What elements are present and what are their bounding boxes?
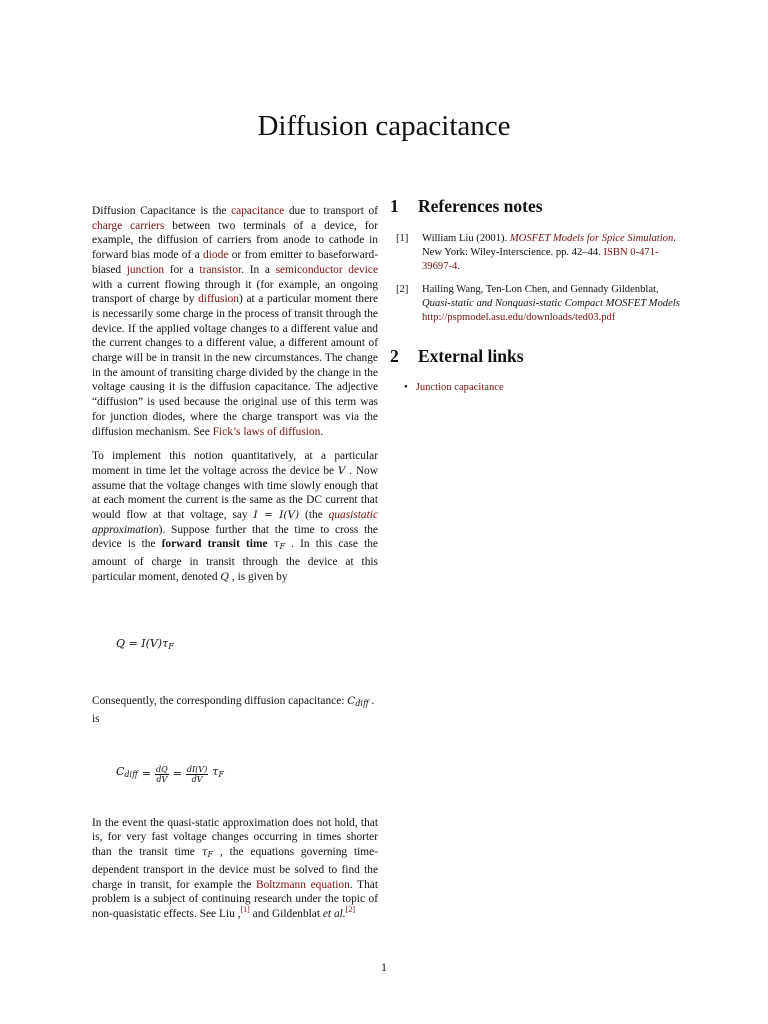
intro-paragraph	[92, 204, 378, 439]
fraction-di-dv	[186, 765, 208, 784]
link-mosfet-models-book[interactable]: MOSFET Models for Spice Simulation	[509, 232, 674, 244]
link-pspmodel-pdf[interactable]: http://pspmodel.asu.edu/downloads/ted03.pdf	[422, 311, 616, 323]
text: Consequently, the corresponding diffusion capacitance:	[92, 695, 348, 708]
link-junction[interactable]: junction	[126, 263, 165, 276]
text: . Now assume that the voltage changes with time slowly enough that at each moment the current is the same as the DC current that would flow at that voltage, say	[92, 464, 378, 522]
reference-item	[390, 283, 680, 325]
text: (the	[299, 509, 329, 522]
text: Quasi-static and Nonquasi-static Compact MOSFET Models	[422, 297, 680, 309]
equation-diffusion-capacitance	[116, 765, 378, 784]
math-subscript: F	[279, 542, 286, 552]
citation-2[interactable]: [2]	[345, 905, 355, 915]
text: .	[320, 425, 324, 438]
numerator: dQ	[156, 764, 168, 774]
text: et al.	[322, 907, 346, 920]
reference-text	[422, 283, 680, 325]
quantitative-paragraph	[92, 449, 378, 584]
math-subscript: F	[218, 770, 224, 780]
text: ) at a particular moment there is necessarily some charge in the process of transit through the device. If the applied voltage changes to a different value and the current changes to a different value, a different amount of charge will be in transit in the new circumstances. The change in the amount of transiting charge divided by the change in the voltage causing it is the diffusion capacitance. The adjective “diffusion” is used because the original use of this term was for junction diodes, where the charge transport was via the diffusion mechanism. See	[92, 293, 379, 438]
text: William Liu (2001).	[422, 232, 510, 244]
fraction-dq-dv	[155, 765, 169, 784]
text: To implement this notion quantitatively, at a particular moment in time let the voltage across the device be	[92, 450, 378, 477]
page-number: 1	[381, 960, 387, 974]
text: with a current flowing through it (for example, an ongoing transport of charge by	[92, 278, 378, 306]
text: . In a	[241, 263, 276, 276]
section-number: 1	[390, 196, 399, 216]
non-quasistatic-paragraph	[92, 816, 378, 922]
link-charge-carriers[interactable]: charge carriers	[92, 219, 165, 232]
page-title: Diffusion capacitance	[257, 110, 511, 142]
text: or from emitter to baseforward-biased	[92, 249, 378, 276]
math-symbol: τ	[212, 765, 219, 779]
math-tau	[212, 765, 224, 783]
link-diode[interactable]: diode	[203, 249, 229, 262]
text: and Gildenblat	[249, 907, 323, 920]
math-symbol: τ	[201, 846, 208, 859]
math-q: Q	[220, 570, 230, 583]
link-ficks-laws[interactable]: Fick’s laws of diffusion	[212, 425, 321, 438]
references-list	[390, 232, 680, 325]
link-junction-capacitance[interactable]: Junction capacitance	[415, 382, 504, 394]
left-column	[92, 204, 378, 932]
link-diffusion[interactable]: diffusion	[198, 293, 240, 306]
math-subscript: F	[168, 641, 174, 651]
math-tau	[202, 846, 213, 858]
link-isbn[interactable]: ISBN 0-471-39697-4	[422, 246, 659, 272]
math-current: I = I(V)	[253, 509, 300, 522]
right-column	[390, 196, 680, 396]
text: due to transport of	[284, 205, 378, 217]
text: approximation	[92, 523, 159, 536]
reference-number: [2]	[396, 283, 409, 295]
denominator: dV	[156, 774, 168, 784]
citation-1[interactable]: [1]	[240, 905, 250, 915]
bullet-icon: •	[404, 382, 408, 394]
text: . That problem is a subject of continuing research under the topic of non-quasistatic effects. See Liu ,	[92, 878, 378, 920]
text: . is	[92, 695, 375, 725]
math-symbol: C	[347, 695, 356, 708]
link-boltzmann-equation[interactable]: Boltzmann equation	[255, 878, 350, 891]
text: between two terminals of a device, for example, the diffusion of carriers from anode to cathode in forward bias mode of a	[92, 219, 378, 262]
section-number: 2	[390, 345, 399, 366]
text: ). Suppose further that the time to cross the device is the	[92, 523, 378, 551]
text: . New York: Wiley-Interscience. pp. 42–44.	[422, 232, 676, 258]
text: , is given by	[229, 570, 288, 583]
math-v: V	[337, 464, 346, 477]
text: Hailing Wang, Ten-Lon Chen, and Gennady Gildenblat,	[422, 283, 659, 295]
math-subscript: diff	[124, 770, 138, 780]
math-subscript: diff	[355, 699, 369, 709]
equation-charge	[116, 637, 378, 655]
text: , the equations governing time-dependent transport in the device must be solved to find the charge in transit, for example the	[92, 846, 378, 891]
text: Diffusion Capacitance is the	[92, 205, 232, 217]
denominator: dV	[191, 774, 203, 784]
section-title: References notes	[418, 196, 543, 216]
link-semiconductor-device[interactable]: semiconductor device	[275, 263, 379, 276]
math-tau	[274, 538, 285, 550]
section-heading-external-links	[390, 345, 680, 366]
math-c-diff	[347, 695, 368, 707]
equals-sign: =	[172, 766, 182, 780]
math-c	[116, 765, 138, 783]
section-title: External links	[418, 345, 524, 366]
reference-number: [1]	[396, 232, 409, 244]
math-subscript: F	[207, 850, 214, 860]
reference-text	[422, 232, 680, 274]
text: In the event the quasi-static approximation does not hold, that is, for very fast voltage changes occurring in times shorter than the transit time	[92, 816, 378, 859]
section-heading-references	[390, 196, 680, 216]
numerator: dI(V)	[186, 764, 208, 774]
term-forward-transit-time: forward transit time	[161, 538, 268, 551]
math-symbol: C	[116, 765, 125, 779]
list-item	[390, 381, 680, 396]
equals-sign: =	[141, 766, 151, 780]
reference-item	[390, 232, 680, 274]
equation-body: Q = I(V)τ	[116, 636, 169, 650]
link-transistor[interactable]: transistor	[199, 263, 242, 276]
external-links-list	[390, 381, 680, 396]
link-quasistatic[interactable]: quasistatic	[328, 509, 379, 522]
capacitance-paragraph	[92, 694, 378, 726]
text: .	[457, 260, 460, 272]
link-capacitance[interactable]: capacitance	[231, 205, 285, 217]
math-symbol: τ	[273, 538, 280, 551]
text: for a	[164, 263, 200, 276]
text: . In this case the amount of charge in transit through the device at this particular moment, denoted	[92, 538, 378, 583]
